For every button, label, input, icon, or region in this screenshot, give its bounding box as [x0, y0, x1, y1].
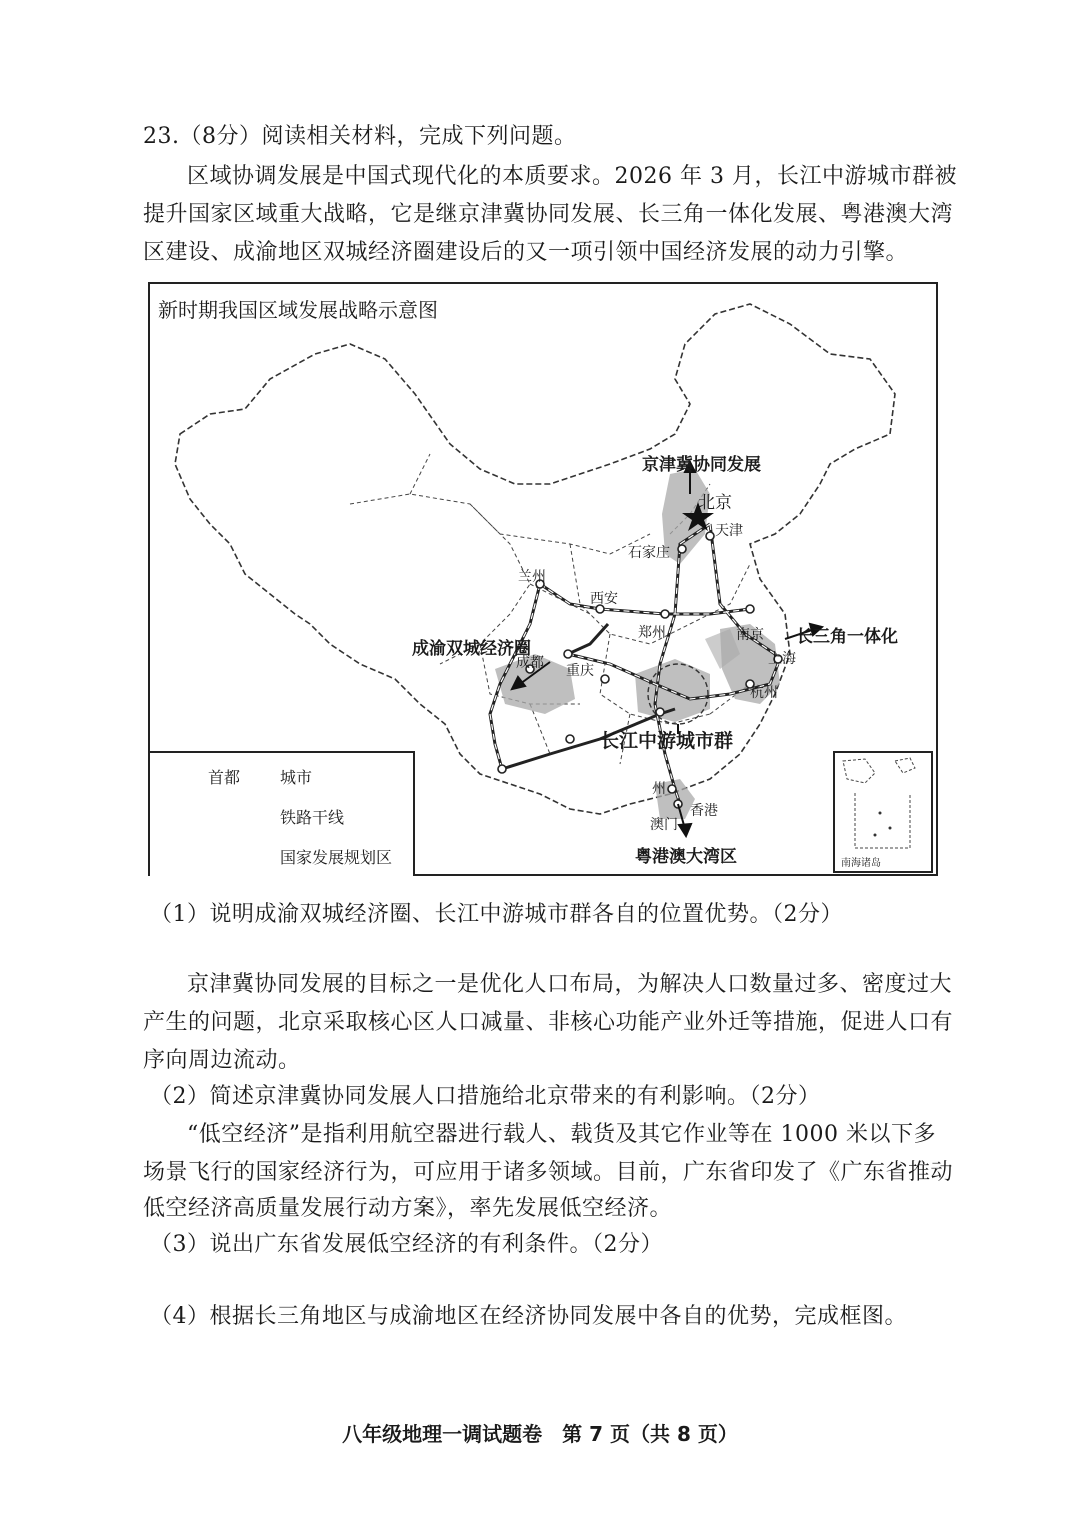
label-cjzy: 长江中游城市群 [600, 730, 734, 752]
label-csj: 长三角一体化 [796, 627, 898, 647]
intro-line-1: 区域协调发展是中国式现代化的本质要求。2026 年 3 月，长江中游城市群被 [187, 164, 957, 189]
para3-line-2: 场景飞行的国家经济行为，可应用于诸多领域。目前，广东省印发了《广东省推动 [143, 1160, 954, 1185]
city-macau: 澳门 [650, 817, 678, 833]
legend-capital: 首都 [208, 768, 241, 787]
para3-line-1: “低空经济”是指利用航空器进行载人、载货及其它作业等在 1000 米以下多 [187, 1122, 936, 1147]
para2-line-3: 序向周边流动。 [143, 1048, 301, 1073]
region-strategy-map [148, 282, 938, 876]
city-zhengzhou: 郑州 [638, 625, 666, 641]
city-shijiazhuang: 石家庄 [628, 545, 670, 561]
legend-zone: 国家发展规划区 [280, 848, 393, 867]
page-footer: 八年级地理一调试题卷 第 7 页（共 8 页） [342, 1422, 738, 1446]
para3-line-3: 低空经济高质量发展行动方案》，率先发展低空经济。 [143, 1196, 673, 1221]
legend-railway: 铁路干线 [280, 808, 345, 827]
intro-line-3: 区建设、成渝地区双城经济圈建设后的又一项引领中国经济发展的动力引擎。 [143, 240, 909, 265]
city-lanzhou: 兰州 [518, 569, 546, 585]
map-title: 新时期我国区域发展战略示意图 [158, 298, 438, 322]
q2: （2）简述京津冀协同发展人口措施给北京带来的有利影响。（2分） [150, 1084, 821, 1109]
intro-line-2: 提升国家区域重大战略，它是继京津冀协同发展、长三角一体化发展、粤港澳大湾 [143, 202, 954, 227]
city-tianjin: 天津 [715, 523, 743, 539]
city-chongqing: 重庆 [566, 663, 594, 679]
city-shanghai: 上海 [768, 651, 796, 667]
para2-line-1: 京津冀协同发展的目标之一是优化人口布局，为解决人口数量过多、密度过大 [187, 972, 953, 997]
south-china-sea-inset [833, 751, 933, 873]
city-nanjing: 南京 [736, 627, 764, 643]
label-ygadwq: 粤港澳大湾区 [635, 847, 737, 867]
legend-city: 城市 [280, 768, 313, 787]
city-guangzhou: 州 [652, 781, 666, 797]
question-header: 23.（8分）阅读相关材料，完成下列问题。 [143, 124, 577, 149]
label-cy: 成渝双城经济圈 [412, 639, 531, 659]
q1: （1）说明成渝双城经济圈、长江中游城市群各自的位置优势。（2分） [150, 902, 843, 927]
q3: （3）说出广东省发展低空经济的有利条件。（2分） [150, 1232, 663, 1257]
city-beijing: 北京 [698, 493, 732, 513]
city-xian: 西安 [590, 591, 618, 607]
city-hongkong: 香港 [690, 803, 718, 819]
label-jjj: 京津冀协同发展 [642, 455, 761, 475]
inset-label: 南海诸岛 [841, 858, 881, 869]
q4: （4）根据长三角地区与成渝地区在经济协同发展中各自的优势，完成框图。 [150, 1304, 907, 1329]
map-legend [150, 751, 415, 876]
china-outline [175, 304, 895, 814]
para2-line-2: 产生的问题，北京采取核心区人口减量、非核心功能产业外迁等措施，促进人口有 [143, 1010, 954, 1035]
city-hangzhou: 杭州 [750, 685, 778, 701]
city-chengdu: 成都 [516, 655, 544, 671]
